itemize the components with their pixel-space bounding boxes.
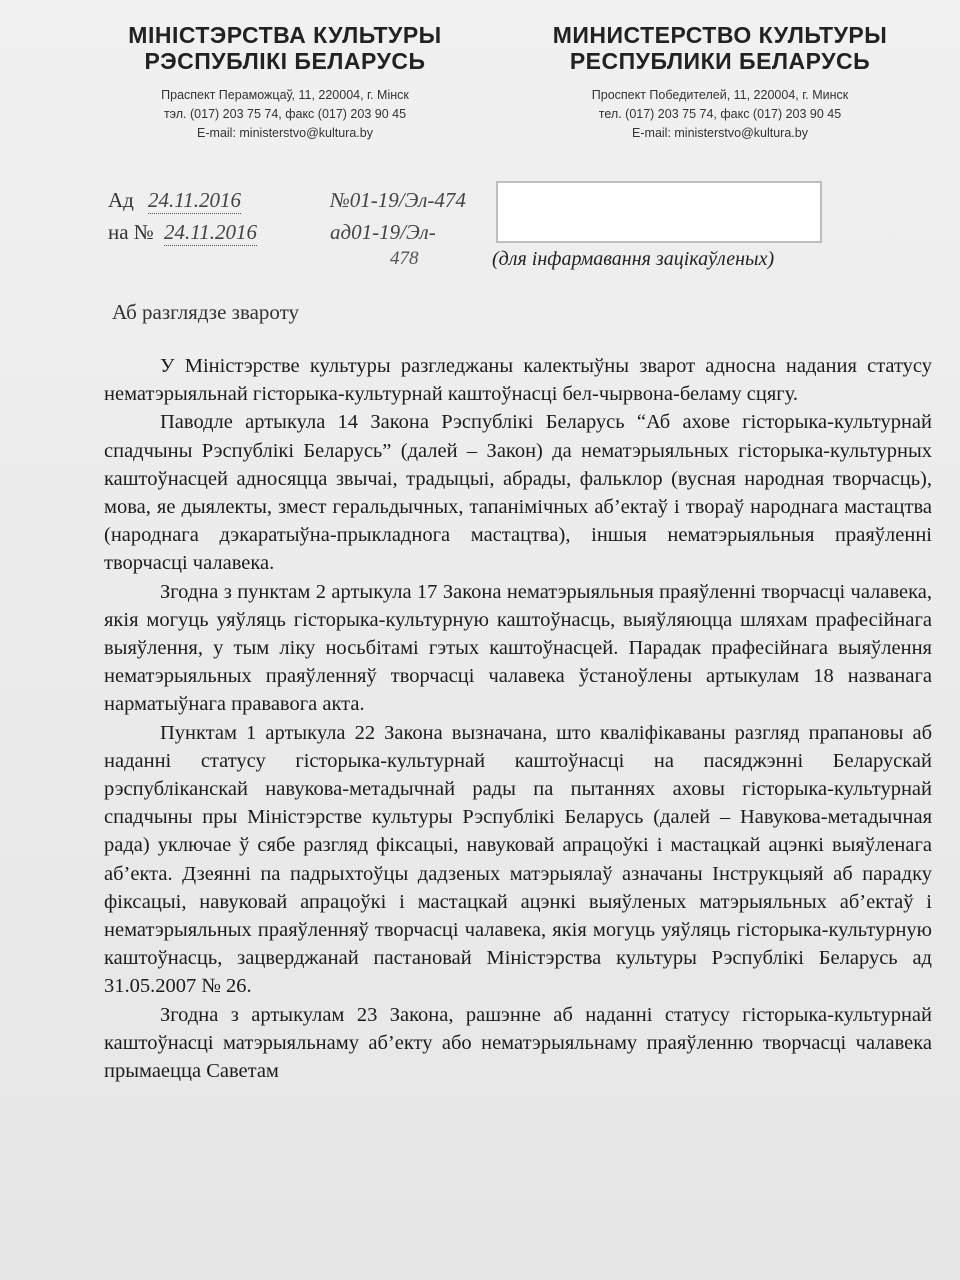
recipient-note: (для інфармавання зацікаўленых) [492, 248, 775, 270]
address-ru: Проспект Победителей, 11, 220004, г. Минск [591, 88, 849, 102]
address-be: Праспект Пераможцаў, 11, 220004, г. Мінск [161, 88, 409, 102]
from-date: 24.11.2016 [148, 188, 241, 212]
paragraph: Паводле артыкула 14 Закона Рэспублікі Беларусь “Аб ахове гісторыка-культурнай спадчыны Рэспублікі Беларусь” (далей – Закон) да нематэрыяльных гісторыка-культурных каштоўнасцей адносяцца звычаі, традыцыі, абрады, фальклор (вусная народная творчасць), мова, яе дыялекты, змест геральдычных, тапанімічных аб’ектаў і твораў народнага мастацтва (народнага дэкаратыўна-прыкладнога мастацтва), іншыя нематэрыяльныя праяўленні творчасці чалавека. [104, 411, 932, 575]
redacted-recipient [496, 181, 822, 243]
on-number-continuation: 478 [390, 248, 419, 269]
letterhead-russian [520, 22, 920, 143]
on-number: ад01-19/Эл- [330, 220, 436, 244]
letter-body [104, 352, 932, 1085]
on-label: на № [108, 220, 154, 244]
from-number: №01-19/Эл-474 [330, 188, 466, 212]
letter-subject: Аб разглядзе звароту [112, 300, 300, 324]
phone-ru: тел. (017) 203 75 74, факс (017) 203 90 45 [598, 107, 842, 121]
contact-block-be [100, 86, 470, 143]
phone-be: тэл. (017) 203 75 74, факс (017) 203 90 45 [163, 107, 407, 121]
ministry-name-ru-line2: РЕСПУБЛИКИ БЕЛАРУСЬ [569, 48, 871, 74]
paragraph: У Міністэрстве культуры разгледжаны калектыўны зварот адносна надания статусу нематэрыяльнай гісторыка-культурнай каштоўнасці бел-чырвона-беламу сцягу. [104, 355, 932, 406]
paragraph: Згодна з пунктам 2 артыкула 17 Закона нематэрыяльныя праяўленні творчасці чалавека, якія могуць уяўляць гісторыка-культурную каштоўнасць, выяўляюцца шляхам прафесійнага выяўлення, у тым ліку носьбітамі гэтых каштоўнасцей. Парадак прафесійнага выяўлення нематэрыяльных праяўленняў творчасці чалавека ўстаноўлены артыкулам 18 названага нарматыўнага прававога акта. [104, 580, 932, 716]
ministry-name-be-line1: МІНІСТЭРСТВА КУЛЬТУРЫ [128, 22, 442, 48]
contact-block-ru [520, 86, 920, 143]
email-be: E-mail: ministerstvo@kultura.by [197, 126, 373, 140]
outgoing-reference [108, 188, 508, 220]
email-ru: E-mail: ministerstvo@kultura.by [632, 126, 808, 140]
from-label: Ад [108, 188, 134, 212]
ministry-name-ru-line1: МИНИСТЕРСТВО КУЛЬТУРЫ [552, 22, 888, 48]
letterhead-belarusian [100, 22, 470, 143]
ministry-name-be-line2: РЭСПУБЛІКІ БЕЛАРУСЬ [144, 48, 426, 74]
reference-block [108, 188, 508, 252]
paragraph: Згодна з артыкулам 23 Закона, рашэнне аб наданні статусу гісторыка-культурнай каштоўнасці матэрыяльнаму аб’екту або нематэрыяльнаму праяўленню творчасці чалавека прымаецца Саветам [104, 1003, 932, 1083]
paragraph: Пунктам 1 артыкула 22 Закона вызначана, што кваліфікаваны разгляд прапановы аб наданні статусу гісторыка-культурнай каштоўнасці на пасяджэнні Беларускай рэспубліканскай навукова-метадычнай рады па пытаннях аховы гісторыка-культурнай спадчыны пры Міністэрстве культуры Рэспублікі Беларусь (далей – Навукова-метадычная рада) уключае ў сябе разгляд фіксацыі, навуковай апрацоўкі і мастацкай ацэнкі выяўленага аб’екта. Дзеянні па падрыхтоўцы дадзеных матэрыялаў азначаны Інструкцыяй аб парадку фіксацыі, навуковай апрацоўкі і мастацкай ацэнкі выяўленых матэрыяльных аб’ектаў і нематэрыяльных праяўленняў творчасці чалавека, якія могуць уяўляць гісторыка-культурную каштоўнасць, зацверджанай пастановай Міністэрства культуры Рэспублікі Беларусь ад 31.05.2007 № 26. [104, 721, 932, 998]
incoming-reference [108, 220, 508, 252]
on-date: 24.11.2016 [164, 220, 257, 244]
